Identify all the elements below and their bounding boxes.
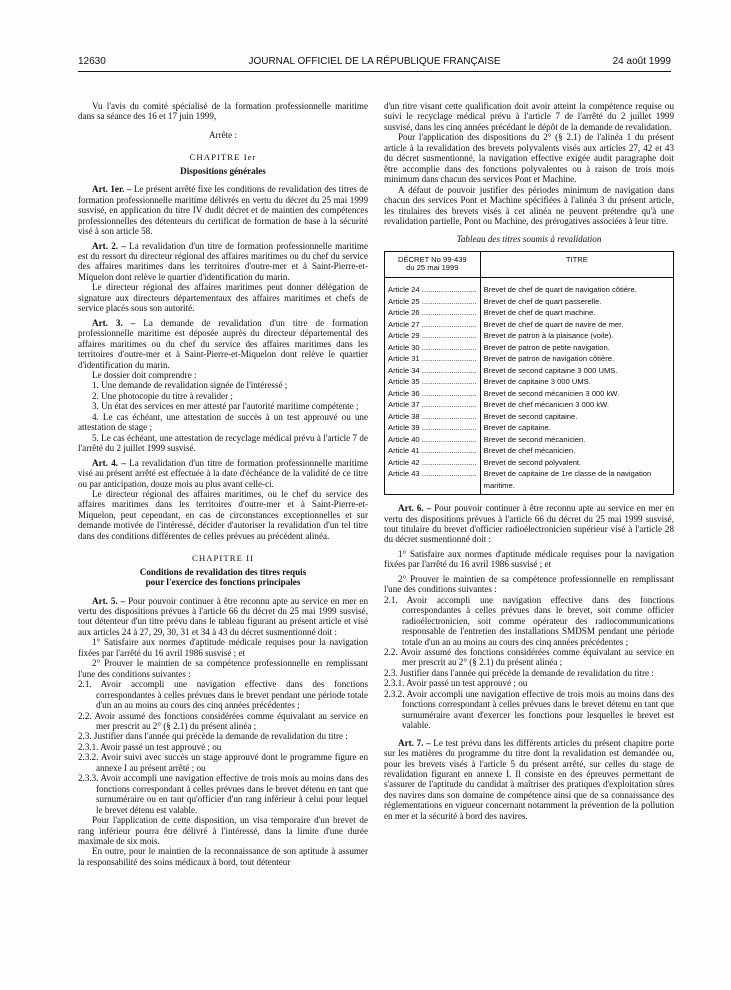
table-cell-article: Article 27 ..........................	[385, 319, 481, 331]
article-6-condition-2: 2° Prouver le maintien de sa compétence professionnelle en remplissant l'une des conditions suivantes :	[384, 573, 674, 595]
partial-revalidation-paragraph: A défaut de pouvoir justifier des périodes minimum de navigation dans chacun des services Pont et Machine spécifiées à l'alinéa 3 du présent article, les titulaires des brevets visés à cet alinéa ne peuvent prétendre qu'à une revalidation partielle, Pont ou Machine, des prérogatives associées à leur titre.	[384, 184, 674, 226]
table-cell-title: Brevet de chef de quart de navigation côtière.	[480, 278, 673, 296]
article-4-label: Art. 4. –	[92, 457, 126, 468]
table-cell-article: Article 29 ..........................	[385, 330, 481, 342]
table-row	[385, 353, 674, 365]
article-1-label: Art. 1er. –	[92, 184, 132, 195]
table-header-decree-line-2: du 25 mai 1999	[406, 263, 459, 273]
table-cell-article: Article 41 ..........................	[385, 445, 481, 457]
table-cell-article: Article 36 ..........................	[385, 388, 481, 400]
article-3-paragraph-2: Le dossier doit comprendre :	[92, 369, 197, 380]
article-6-text: Pour pouvoir continuer à être reconnu apte au service en mer en vertu des dispositions prévues à l'article 66 du décret du 25 mai 1999 susvisé, tout titulaire du brevet d'officier radioélectronicien supérieur visé à l'article 28 du décret susmentionné doit :	[384, 503, 674, 545]
article-4	[78, 458, 368, 489]
table-cell-title: Brevet de chef de quart machine.	[480, 307, 673, 319]
arrete-line: Arrête :	[208, 129, 238, 140]
table-caption: Tableau des titres soumis à revalidation	[456, 234, 602, 245]
chapter-2-title-line-2: pour l'exercice des fonctions principales	[145, 577, 301, 588]
article-3-label: Art. 3. –	[92, 317, 136, 328]
table-cell-title: Brevet de patron à la plaisance (voile).	[480, 330, 673, 342]
article-7-label: Art. 7. –	[398, 737, 431, 748]
table-cell-article: Article 35 ..........................	[385, 376, 481, 388]
chapter-1-title: Dispositions générales	[180, 165, 266, 176]
page-number: 12630	[78, 56, 106, 67]
table-row	[385, 365, 674, 377]
table-row	[385, 411, 674, 423]
article-5-condition-1: 1° Satisfaire aux normes d'aptitude médicale requises pour la navigation fixées par l'arrêté du 16 avril 1986 susvisé ; et	[78, 637, 368, 658]
table-cell-article: Article 39 ..........................	[385, 422, 481, 434]
article-6	[384, 503, 674, 545]
table-row	[385, 319, 674, 331]
table-row	[385, 307, 674, 319]
table-cell-title: Brevet de capitaine.	[480, 422, 673, 434]
table-cell-article: Article 43 ..........................	[385, 468, 481, 495]
table-row	[385, 278, 674, 296]
table-header-title: TITRE	[480, 251, 673, 277]
left-column	[78, 101, 368, 867]
vu-paragraph: Vu l'avis du comité spécialisé de la formation professionnelle maritime dans sa séance des 16 et 17 juin 1999,	[78, 101, 368, 122]
article-3	[78, 318, 368, 370]
table-cell-article: Article 34 ..........................	[385, 365, 481, 377]
article-1-text: Le présent arrêté fixe les conditions de revalidation des titres de formation professionnelle maritime délivrés en vertu du décret du 25 mai 1999 susvisé, en application du titre IV dudit décret et de maintien des compétences professionnelles des détenteurs du certificat de formation de base à la sécurité visé à son article 58.	[78, 184, 368, 237]
article-4-paragraph-2: Le directeur régional des affaires maritimes, ou le chef du service des affaires maritimes dans les territoires d'outre-mer et à Saint-Pierre-et-Miquelon, peut cependant, en cas de circonstances exceptionnelles et sur demande motivée de l'intéressé, décider d'autoriser la revalidation d'un tel titre dans des conditions différentes de celles prévues au précédent alinéa.	[78, 488, 368, 541]
table-cell-article: Article 37 ..........................	[385, 399, 481, 411]
article-6-item-2-3-2: 2.3.2. Avoir accompli une navigation effective de trois mois au moins dans des fonctions correspondant à celles prévues dans le brevet détenu en tant que surnuméraire avant d'exercer les fonctions pour lesquelles le brevet est valable.	[384, 688, 674, 731]
article-7-text: Le test prévu dans les différents articles du présent chapitre porte sur les matières du programme du titre dont la revalidation est demandée ou, pour les brevets visés à l'article 5 du présent arrêté, sur celles du stage de revalidation figurant en annexe I. Il consiste en des épreuves permettant de s'assurer de l'aptitude du candidat à maîtriser des pratiques d'exploitation sûres des navires dans son domaine de compétence ainsi que de sa connaissance des réglementations en vigueur concernant notamment la prévention de la pollution en mer et la sécurité à bord des navires.	[384, 737, 674, 821]
continued-paragraph: d'un titre visant cette qualification doit avoir atteint la compétence requise ou suivi le recyclage médical prévu à l'article 7 de l'arrêté du 2 juillet 1999 susvisé, dans les cinq années précédant le dépôt de la demande de revalidation.	[384, 101, 674, 132]
article-6-condition-1: 1° Satisfaire aux normes d'aptitude médicale requises pour la navigation fixées par l'arrêté du 16 avril 1986 susvisé ; et	[384, 548, 674, 570]
table-cell-title: Brevet de second capitaine.	[480, 411, 673, 423]
table-cell-article: Article 42 ..........................	[385, 457, 481, 469]
table-cell-article: Article 26 ..........................	[385, 307, 481, 319]
table-row	[385, 330, 674, 342]
article-3-item-4: 4. Le cas échéant, une attestation de succès à un test approuvé ou une attestation de stage ;	[78, 411, 368, 433]
table-row	[385, 434, 674, 446]
table-cell-article: Article 30 ..........................	[385, 342, 481, 354]
table-cell-article: Article 40 ..........................	[385, 434, 481, 446]
article-5-item-2-3-1: 2.3.1. Avoir passé un test approuvé ; ou	[78, 741, 222, 752]
table-cell-article: Article 38 ..........................	[385, 411, 481, 423]
table-cell-title: Brevet de patron de petite navigation.	[480, 342, 673, 354]
article-7	[384, 738, 674, 822]
table-cell-article: Article 24 ..........................	[385, 278, 481, 296]
article-5-item-2-2: 2.2. Avoir assumé des fonctions considérées comme équivalant au service en mer prescrit au 2° (§ 2.1) du présent alinéa ;	[78, 710, 368, 732]
page-header	[78, 56, 671, 72]
table-cell-title: Brevet de second mécanicien.	[480, 434, 673, 446]
table-row	[385, 468, 674, 495]
table-cell-title: Brevet de patron de navigation côtière.	[480, 353, 673, 365]
table-cell-title: Brevet de chef mécanicien.	[480, 445, 673, 457]
table-row	[385, 445, 674, 457]
table-cell-title: Brevet de second polyvalent.	[480, 457, 673, 469]
article-6-item-2-2: 2.2. Avoir assumé des fonctions considérées comme équivalant au service en mer prescrit au 2° (§ 2.1) du présent alinéa ;	[384, 646, 674, 668]
titles-table	[384, 251, 674, 495]
article-3-item-2: 2. Une photocopie du titre à revalider ;	[92, 390, 233, 401]
article-3-item-3: 3. Un état des services en mer attesté par l'autorité maritime compétente ;	[92, 401, 359, 412]
article-2	[78, 241, 368, 283]
chapter-1-label: CHAPITRE Ier	[189, 152, 257, 163]
table-row	[385, 422, 674, 434]
article-2-label: Art. 2. –	[92, 240, 126, 251]
chapter-2-title-line-1: Conditions de revalidation des titres requis	[139, 566, 307, 577]
table-cell-title: Brevet de capitaine de 1re classe de la navigation maritime.	[480, 468, 673, 495]
table-cell-title: Brevet de second mécanicien 3 000 kW.	[480, 388, 673, 400]
article-3-item-1: 1. Une demande de revalidation signée de l'intéressé ;	[92, 380, 288, 391]
article-2-text: La revalidation d'un titre de formation professionnelle maritime est du ressort du directeur régional des affaires maritimes ou du chef du service des affaires maritimes dans les territoires d'outre-mer et à Saint-Pierre-et-Miquelon dont relève le quartier d'identification du marin.	[78, 240, 368, 282]
article-5-item-2-3-3: 2.3.3. Avoir accompli une navigation effective de trois mois au moins dans des fonctions correspondant à celles prévues dans le brevet détenu en tant que surnuméraire ou en tant qu'officier d'un rang inférieur à celui pour lequel le brevet détenu est valable.	[78, 773, 368, 815]
table-cell-title: Brevet de capitaine 3 000 UMS.	[480, 376, 673, 388]
table-row	[385, 399, 674, 411]
table-header-decree-line-1: DÉCRET No 99-439	[397, 254, 467, 264]
article-1	[78, 184, 368, 236]
article-3-item-5: 5. Le cas échéant, une attestation de recyclage médical prévu à l'article 7 de l'arrêté du 2 juillet 1999 susvisé.	[78, 432, 368, 454]
table-row	[385, 376, 674, 388]
chapter-2-label: CHAPITRE II	[191, 553, 255, 564]
journal-title: JOURNAL OFFICIEL DE LA RÉPUBLIQUE FRANÇAISE	[248, 56, 501, 67]
article-4-text: La revalidation d'un titre de formation professionnelle maritime visé au présent arrêté est effectuée à la date d'échéance de la validité de ce titre ou par anticipation, douze mois au plus avant celle-ci.	[78, 457, 368, 489]
table-row	[385, 457, 674, 469]
article-5	[78, 596, 368, 638]
table-row	[385, 388, 674, 400]
article-6-label: Art. 6. –	[398, 503, 432, 514]
table-header-decree	[385, 251, 481, 277]
article-6-item-2-3: 2.3. Justifier dans l'année qui précède la demande de revalidation du titre :	[384, 667, 654, 678]
table-cell-article: Article 25 ..........................	[385, 296, 481, 308]
table-cell-title: Brevet de chef mécanicien 3 000 kW.	[480, 399, 673, 411]
article-5-paragraph-3: Pour l'application de cette disposition, un visa temporaire d'un brevet de rang inférieur pourra être délivré à l'intéressé, dans la limite d'une durée maximale de six mois.	[78, 815, 368, 846]
article-5-paragraph-4: En outre, pour le maintien de la reconnaissance de son aptitude à assumer la responsabilité des soins médicaux à bord, tout détenteur	[78, 846, 368, 867]
polyvalent-paragraph: Pour l'application des dispositions du 2° (§ 2.1) de l'alinéa 1 du présent article à la revalidation des brevets polyvalents visés aux articles 27, 42 et 43 du décret susmentionné, la navigation effective exigée audit paragraphe doit être accomplie dans des fonctions polyvalentes ou à raison de trois mois minimum dans chacun des services Pont et Machine.	[384, 132, 674, 185]
table-cell-article: Article 31 ..........................	[385, 353, 481, 365]
article-5-label: Art. 5. –	[92, 595, 126, 606]
table-row	[385, 296, 674, 308]
article-5-item-2-3-2: 2.3.2. Avoir suivi avec succès un stage approuvé dont le programme figure en annexe I au présent arrêté ; ou	[78, 752, 368, 773]
article-2-paragraph-2: Le directeur régional des affaires maritimes peut donner délégation de signature aux directeurs départementaux des affaires maritimes et chefs de service placés sous son autorité.	[78, 282, 368, 314]
article-6-item-2-1: 2.1. Avoir accompli une navigation effective dans des fonctions correspondantes à celles prévues dans le brevet, soit comme officier radioélectronicien, soit comme opérateur des radiocommunications responsable de l'entretien des installations SMDSM pendant une période totale d'un an au moins au cours des cinq années précédentes ;	[384, 594, 674, 647]
article-5-condition-2: 2° Prouver le maintien de sa compétence professionnelle en remplissant l'une des conditions suivantes :	[78, 658, 368, 679]
table-row	[385, 342, 674, 354]
article-6-item-2-3-1: 2.3.1. Avoir passé un test approuvé ; ou	[384, 678, 528, 689]
table-cell-title: Brevet de chef de quart passerelle.	[480, 296, 673, 308]
right-column	[384, 101, 674, 821]
issue-date: 24 août 1999	[612, 56, 671, 67]
article-3-text: La demande de revalidation d'un titre de formation professionnelle maritime est déposée auprès du directeur départemental des affaires maritimes ou du chef du service des affaires maritimes dans les territoires d'outre-mer et à Saint-Pierre-et-Miquelon dont relève le quartier d'identification du marin.	[78, 317, 368, 370]
article-5-item-2-3: 2.3. Justifier dans l'année qui précède la demande de revalidation du titre :	[78, 731, 348, 742]
table-cell-title: Brevet de chef de quart de navire de mer.	[480, 319, 673, 331]
article-5-item-2-1: 2.1. Avoir accompli une navigation effective dans des fonctions correspondantes à celles prévues dans le brevet pendant une période totale d'un an au moins au cours des cinq années précédentes ;	[78, 679, 368, 711]
article-5-text: Pour pouvoir continuer à être reconnu apte au service en mer en vertu des dispositions prévues à l'article 66 du décret du 25 mai 1999 susvisé, tout détenteur d'un titre prévu dans le tableau figurant au présent article et visé aux articles 24 à 27, 29, 30, 31 et 34 à 43 du décret susmentionné doit :	[78, 595, 368, 637]
table-cell-title: Brevet de second capitaine 3 000 UMS.	[480, 365, 673, 377]
header-rule	[78, 71, 671, 72]
